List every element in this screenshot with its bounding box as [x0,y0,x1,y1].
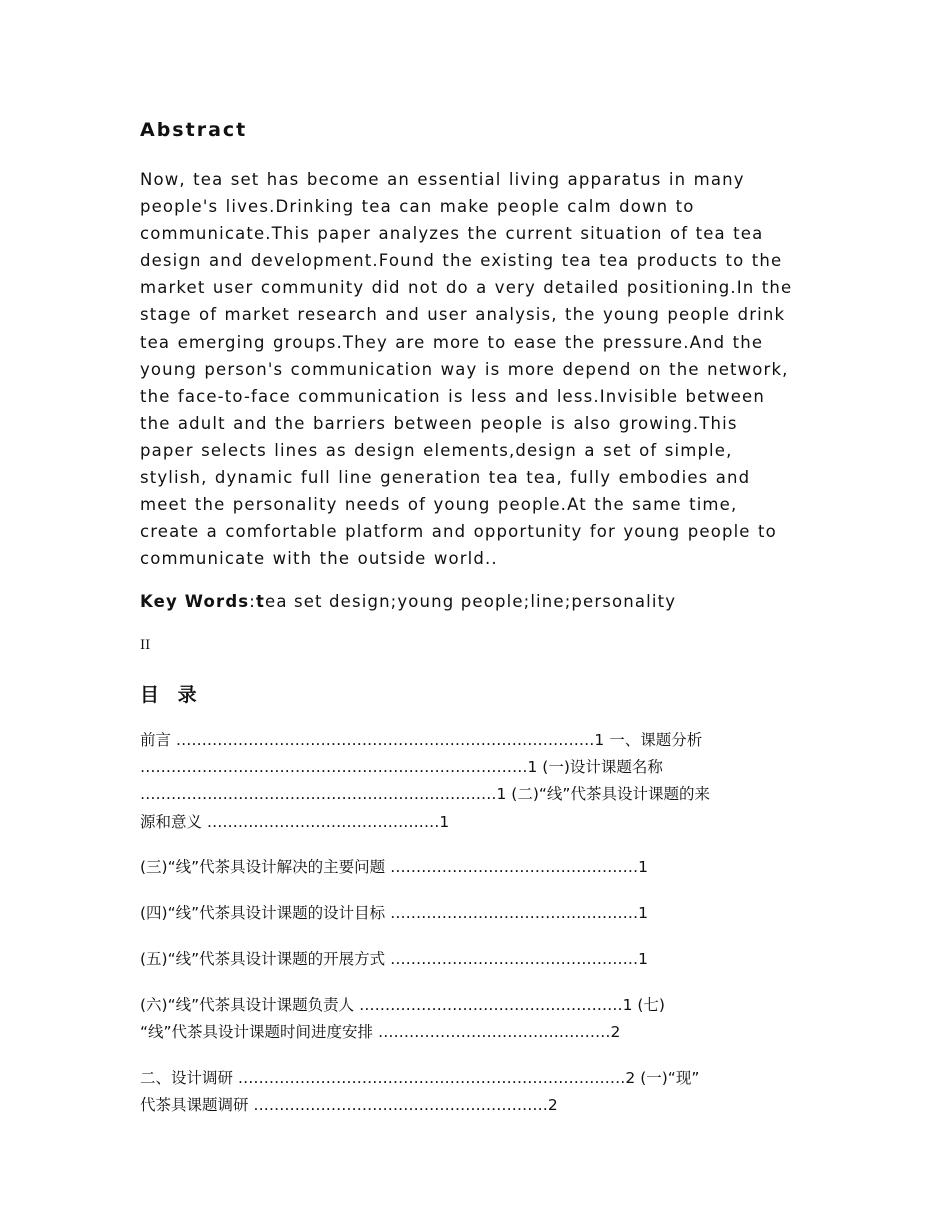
toc-line: “线”代茶具设计课题时间进度安排 ………………………………………2 [140,1023,621,1042]
toc-line: 二、设计调研 …………………………………………………………………2 (一)“现” [140,1069,700,1087]
toc-line: (四)“线”代茶具设计课题的设计目标 …………………………………………1 [140,904,648,922]
toc-block [140,854,810,881]
toc-block [140,946,810,973]
abstract-line: communicate with the outside world.. [140,549,498,569]
abstract-title: Abstract [140,119,248,141]
abstract-line: the adult and the barriers between people is also growing.This [140,413,738,433]
page-number: II [140,638,151,653]
abstract-line: design and development.Found the existing tea tea products to the [140,251,783,271]
abstract-line: stage of market research and user analysis, the young people drink [140,305,786,325]
toc-line: (五)“线”代茶具设计课题的开展方式 …………………………………………1 [140,950,648,968]
abstract-body [140,166,810,572]
toc-line: …………………………………………………………………1 (一)设计课题名称 [140,758,663,777]
toc-line: (六)“线”代茶具设计课题负责人 ……………………………………………1 (七) [140,996,665,1014]
abstract-line: young person's communication way is more depend on the network, [140,359,789,379]
abstract-line: communicate.This paper analyzes the current situation of tea tea [140,224,764,244]
toc-line: 源和意义 ………………………………………1 [140,812,450,831]
toc-line: ……………………………………………………………1 (二)“线”代茶具设计课题的来 [140,785,710,804]
keywords-text: ea set design;young people;line;personality [265,592,677,611]
toc-line: 前言 ………………………………………………………………………1 一、课题分析 [140,731,703,749]
keywords-line [140,592,676,611]
keywords-first-letter: t [255,592,266,611]
toc-block [140,1065,810,1119]
toc-line: (三)“线”代茶具设计解决的主要问题 …………………………………………1 [140,858,648,876]
abstract-line: create a comfortable platform and opportunity for young people to [140,522,777,542]
abstract-line: stylish, dynamic full line generation tea tea, fully embodies and [140,468,751,488]
abstract-line: tea emerging groups.They are more to ease the pressure.And the [140,332,764,352]
toc-block [140,900,810,927]
abstract-line: meet the personality needs of young people.At the same time, [140,495,738,515]
toc-block [140,727,810,836]
abstract-line: Now, tea set has become an essential living apparatus in many [140,170,745,189]
abstract-line: market user community did not do a very detailed positioning.In the [140,278,793,298]
toc-line: 代茶具课题调研 …………………………………………………2 [140,1096,558,1115]
keywords-separator: : [249,592,256,611]
abstract-line: people's lives.Drinking tea can make people calm down to [140,197,695,217]
toc-block [140,992,810,1046]
keywords-label: Key Words [140,592,250,611]
abstract-line: the face-to-face communication is less and less.Invisible between [140,386,765,406]
abstract-line: paper selects lines as design elements,design a set of simple, [140,440,733,460]
toc-heading: 目 录 [140,684,203,706]
